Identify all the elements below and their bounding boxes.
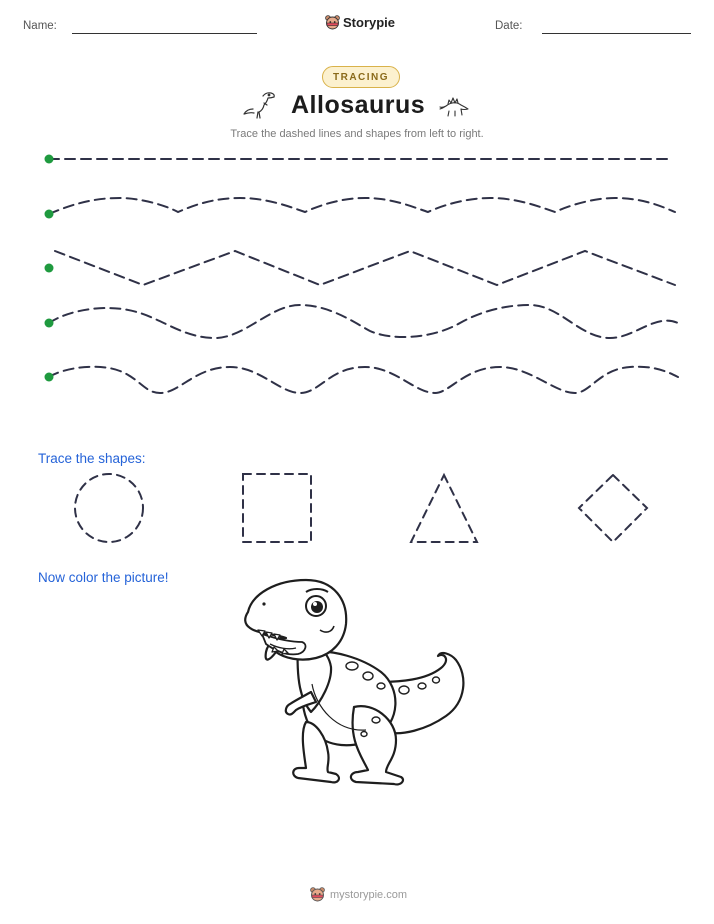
start-dot [45,319,54,328]
bear-mascot-icon [310,886,325,903]
instructions: Trace the dashed lines and shapes from left to right. [230,128,484,140]
bear-mascot-icon [325,14,340,31]
name-line[interactable] [72,33,257,34]
trace-diamond [579,475,647,542]
brand-name: Storypie [343,15,396,30]
tracing-lines [0,145,714,395]
trace-square [243,474,311,542]
tracing-badge: TRACING [322,66,400,88]
tracing-line-rounded-wave [49,198,675,214]
tracing-line-sine-wave [49,305,678,338]
trace-triangle [411,475,477,542]
brand-logo [325,14,395,31]
allosaurus-coloring-picture [236,572,476,787]
tracing-line-bumpy-wave [49,367,678,393]
start-dot [45,155,54,164]
trace-circle [75,474,143,542]
stegosaurus-doodle-icon [437,95,469,117]
name-label: Name: [23,20,57,32]
trex-doodle-icon [243,88,277,120]
trace-shapes [0,470,714,550]
footer-site: mystorypie.com [330,888,408,901]
coloring-section-label: Now color the picture! [38,570,169,585]
date-label: Date: [495,20,523,32]
shapes-section-label: Trace the shapes: [38,451,146,466]
page-title: Allosaurus [291,91,426,119]
tracing-line-zigzag [55,251,675,285]
date-line[interactable] [542,33,691,34]
start-dot [45,264,54,273]
start-dot [45,210,54,219]
footer-brand [310,886,407,903]
start-dot [45,373,54,382]
